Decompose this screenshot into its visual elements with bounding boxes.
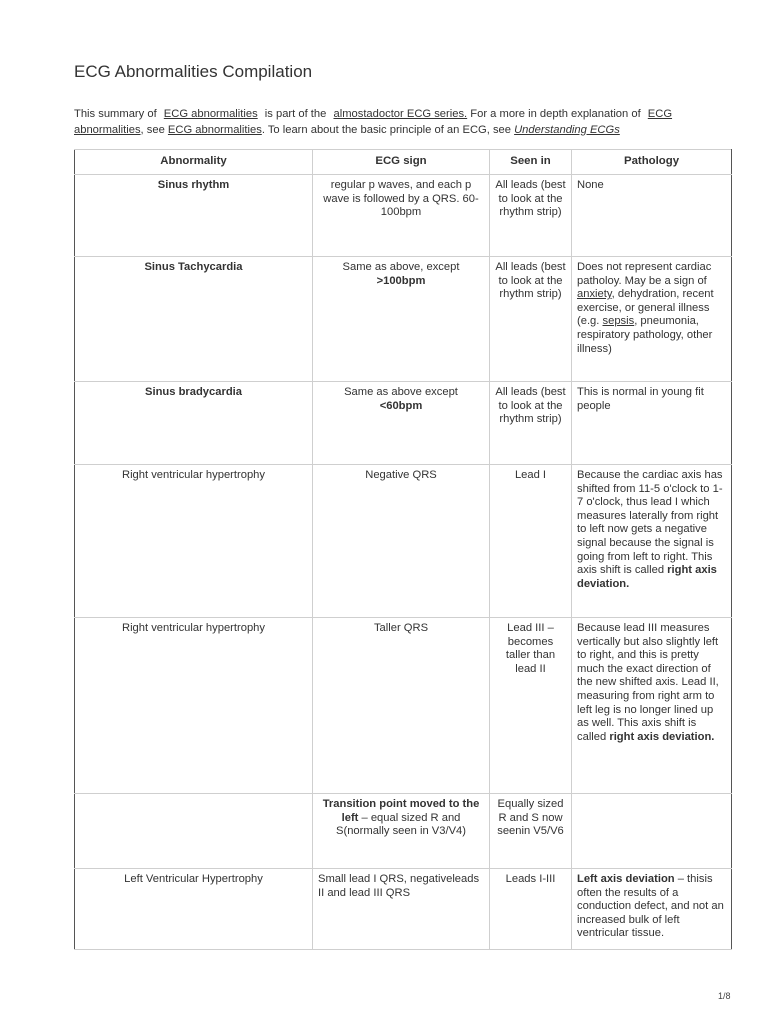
link-anxiety[interactable]: anxiety	[577, 288, 612, 301]
header-abnormality: Abnormality	[75, 150, 313, 175]
cell-ecg-sign: Negative QRS	[313, 465, 490, 618]
ecg-abnormalities-table	[74, 149, 732, 950]
intro-text-2: is part of the	[264, 108, 327, 120]
cell-seen-in: All leads (best to look at the rhythm strip)	[490, 257, 572, 382]
pathology-text-b: , dehydration, recent exercise, or general illness (e.g.	[577, 288, 714, 328]
cell-pathology	[572, 869, 732, 950]
pathology-text: Because lead III measures vertically but also slightly left to right, and this is pretty much the exact direction of the new shifted axis. Lead II, measuring from right arm to left leg is no longer lined up as well. This axis shift is called	[577, 622, 719, 743]
link-almostadoctor-ecg-series[interactable]: almostadoctor ECG series.	[333, 108, 468, 120]
link-ecg-abnormalities-2b[interactable]: abnormalities	[74, 123, 141, 136]
cell-abnormality: Sinus rhythm	[75, 175, 313, 257]
link-ecg-abnormalities-1[interactable]: ECG abnormalities	[163, 108, 258, 120]
page-number: 1/8	[718, 991, 731, 1001]
sign-text: Same as above except	[344, 386, 458, 398]
intro-text-5: . To learn about the basic principle of an ECG, see	[261, 123, 511, 136]
cell-pathology: None	[572, 175, 732, 257]
link-ecg-abnormalities-2a[interactable]: ECG	[647, 108, 673, 120]
link-ecg-abnormalities-3[interactable]: ECG abnormalities	[167, 123, 262, 136]
header-seen-in: Seen in	[490, 150, 572, 175]
cell-pathology	[572, 465, 732, 618]
cell-abnormality: Right ventricular hypertrophy	[75, 618, 313, 794]
cell-ecg-sign: Small lead I QRS, negativeleads II and lead III QRS	[313, 869, 490, 950]
cell-ecg-sign: Taller QRS	[313, 618, 490, 794]
cell-seen-in: Lead III – becomes taller than lead II	[490, 618, 572, 794]
cell-seen-in: All leads (best to look at the rhythm strip)	[490, 382, 572, 465]
cell-ecg-sign	[313, 794, 490, 869]
cell-seen-in: Equally sized R and S now seenin V5/V6	[490, 794, 572, 869]
table-row	[75, 465, 732, 618]
header-pathology: Pathology	[572, 150, 732, 175]
table-row	[75, 869, 732, 950]
link-sepsis[interactable]: sepsis	[602, 315, 635, 328]
cell-abnormality: Left Ventricular Hypertrophy	[75, 869, 313, 950]
cell-abnormality	[75, 794, 313, 869]
intro-text-4: , see	[140, 123, 165, 136]
header-ecg-sign: ECG sign	[313, 150, 490, 175]
sign-threshold: <60bpm	[379, 399, 423, 412]
cell-ecg-sign	[313, 382, 490, 465]
cell-seen-in: All leads (best to look at the rhythm strip)	[490, 175, 572, 257]
intro-text-3: For a more in depth explanation of	[470, 108, 641, 120]
table-row	[75, 382, 732, 465]
table-row	[75, 794, 732, 869]
sign-emphasis: Transition point moved to the left	[322, 798, 480, 824]
cell-seen-in: Lead I	[490, 465, 572, 618]
sign-text: – equal sized R and S(normally seen in V3/V4)	[336, 811, 466, 838]
pathology-emphasis: right axis deviation.	[577, 564, 717, 590]
pathology-emphasis: Left axis deviation	[577, 873, 675, 885]
cell-ecg-sign: regular p waves, and each p wave is followed by a QRS. 60-100bpm	[313, 175, 490, 257]
cell-pathology: This is normal in young fit people	[572, 382, 732, 465]
cell-abnormality: Sinus Tachycardia	[75, 257, 313, 382]
cell-ecg-sign	[313, 257, 490, 382]
table-row	[75, 175, 732, 257]
page-title: ECG Abnormalities Compilation	[74, 62, 313, 81]
pathology-text: – thisis often the results of a conduction defect, and not an increased bulk of left ventricular tissue.	[577, 873, 724, 940]
pathology-emphasis: right axis deviation.	[609, 730, 715, 743]
cell-seen-in: Leads I-III	[490, 869, 572, 950]
pathology-text-a: Does not represent cardiac patholoy. May be a sign of	[577, 261, 712, 287]
intro-text-1: This summary of	[74, 108, 157, 120]
cell-pathology	[572, 257, 732, 382]
table-row	[75, 257, 732, 382]
sign-threshold: >100bpm	[376, 274, 426, 287]
cell-pathology	[572, 618, 732, 794]
link-understanding-ecgs[interactable]: Understanding ECGs	[514, 123, 620, 136]
table-header-row	[75, 150, 732, 175]
sign-text: Same as above, except	[342, 261, 460, 273]
table-row	[75, 618, 732, 794]
cell-pathology	[572, 794, 732, 869]
intro-paragraph	[74, 107, 704, 138]
cell-abnormality: Sinus bradycardia	[75, 382, 313, 465]
pathology-text-c: , pneumonia, respiratory pathology, other illness)	[577, 315, 713, 355]
cell-abnormality: Right ventricular hypertrophy	[75, 465, 313, 618]
pathology-text: Because the cardiac axis has shifted from 11-5 o'clock to 1-7 o'clock, thus lead I which measures laterally from right to left now gets a negative signal because the signal is going from left to right. This axis shift is called	[577, 469, 723, 577]
